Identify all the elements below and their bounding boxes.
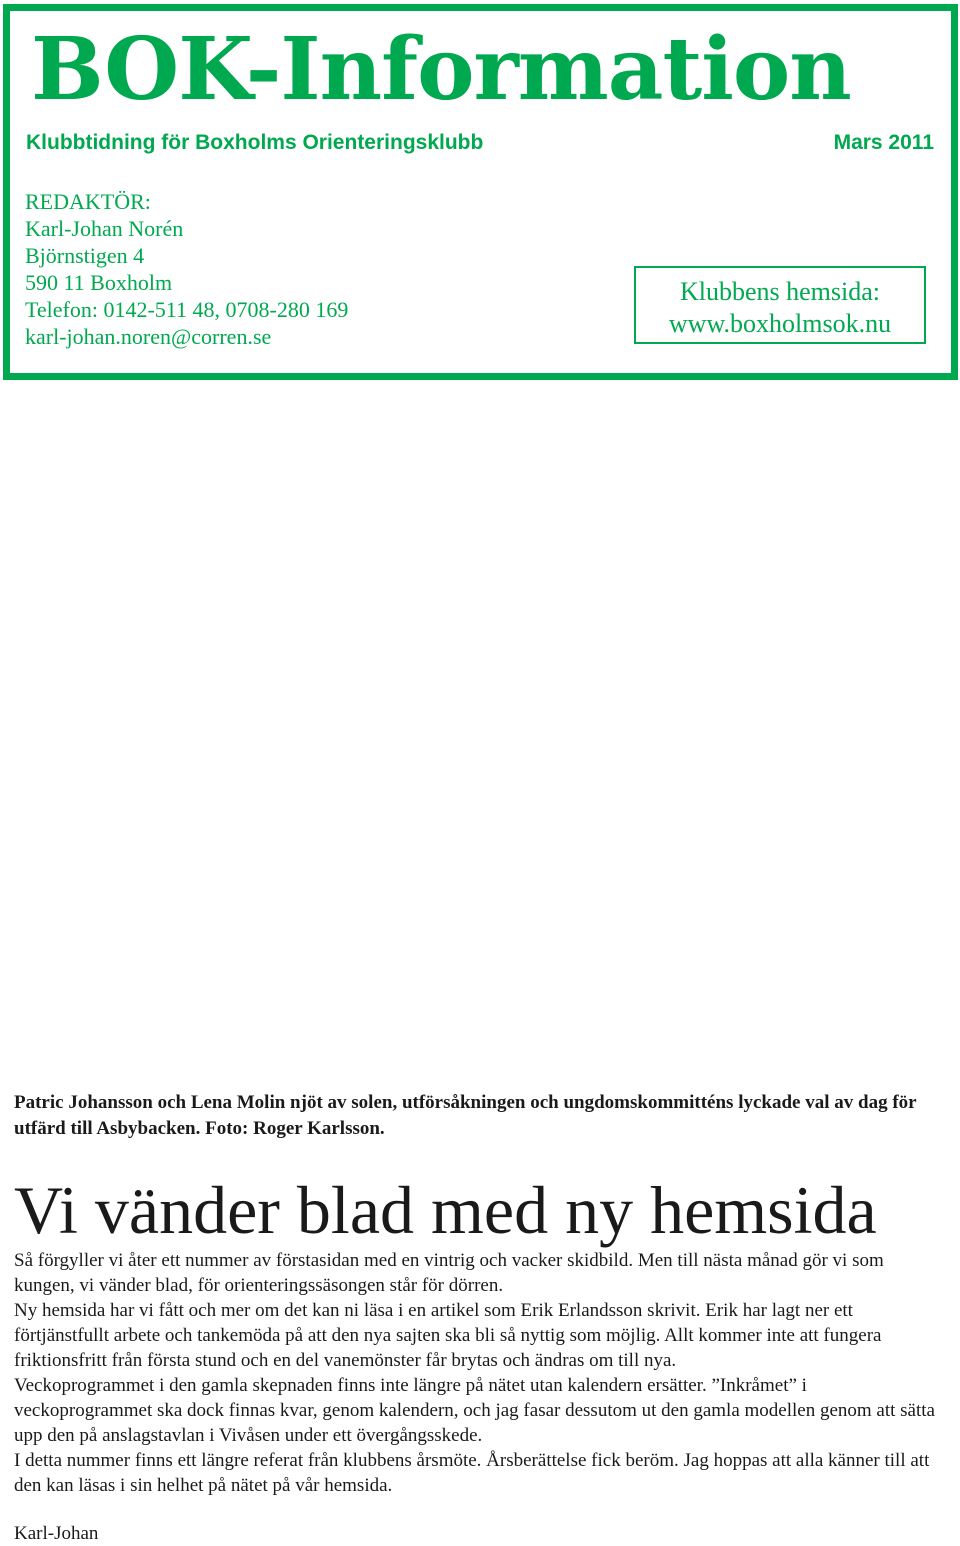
editor-label: REDAKTÖR:	[25, 189, 151, 214]
club-subtitle: Klubbtidning för Boxholms Orienteringsklubb	[26, 131, 484, 154]
website-link[interactable]: www.boxholmsok.nu	[668, 309, 892, 338]
article-title: Vi vänder blad med ny hemsida	[14, 1172, 877, 1248]
article-paragraph: Veckoprogrammet i den gamla skepnaden finns inte längre på nätet utan kalendern ersätter. ”Inkråmet” i veckoprogrammet ska dock finnas kvar, genom kalendern, och jag fasar dessutom ut den gamla modellen genom att sätta upp den på anslagstavlan i Vivåsen under ett övergångsskede.	[14, 1375, 935, 1446]
article-paragraph: Ny hemsida har vi fått och mer om det kan ni läsa i en artikel som Erik Erlandsson skrivit. Erik har lagt ner ett förtjänstfullt arbete och tankemöda på att den nya sajten ska bli så nyttig som möjlig. Allt kommer inte att fungera friktionsfritt från första stund och en del vanemönster får brytas och ändras om till nya.	[14, 1300, 882, 1371]
article-signature: Karl-Johan	[14, 1523, 99, 1544]
editor-name: Karl-Johan Norén	[25, 216, 184, 241]
editor-email[interactable]: karl-johan.noren@corren.se	[25, 324, 272, 349]
website-label: Klubbens hemsida:	[679, 277, 881, 306]
photo-caption: Patric Johansson och Lena Molin njöt av solen, utförsåkningen och ungdomskommitténs lyckade val av dag för utfärd till Asbybacken. Foto: Roger Karlsson.	[14, 1092, 917, 1139]
editor-phone: Telefon: 0142-511 48, 0708-280 169	[25, 297, 349, 322]
article-body	[14, 1248, 949, 1498]
issue-date: Mars 2011	[833, 131, 934, 154]
article-paragraph: Så förgyller vi åter ett nummer av förstasidan med en vintrig och vacker skidbild. Men till nästa månad gör vi som kungen, vi vänder blad, för orienteringssäsongen står för dörren.	[14, 1250, 884, 1296]
website-box	[634, 266, 926, 344]
editor-contact-block	[25, 188, 348, 350]
article-paragraph: I detta nummer finns ett längre referat från klubbens årsmöte. Årsberättelse fick beröm. Jag hoppas att alla känner till att den kan läsas i sin helhet på nätet på vår hemsida.	[14, 1450, 930, 1496]
editor-postal: 590 11 Boxholm	[25, 270, 173, 295]
editor-street: Björnstigen 4	[25, 243, 145, 268]
masthead-title: BOK-Information	[31, 19, 851, 120]
